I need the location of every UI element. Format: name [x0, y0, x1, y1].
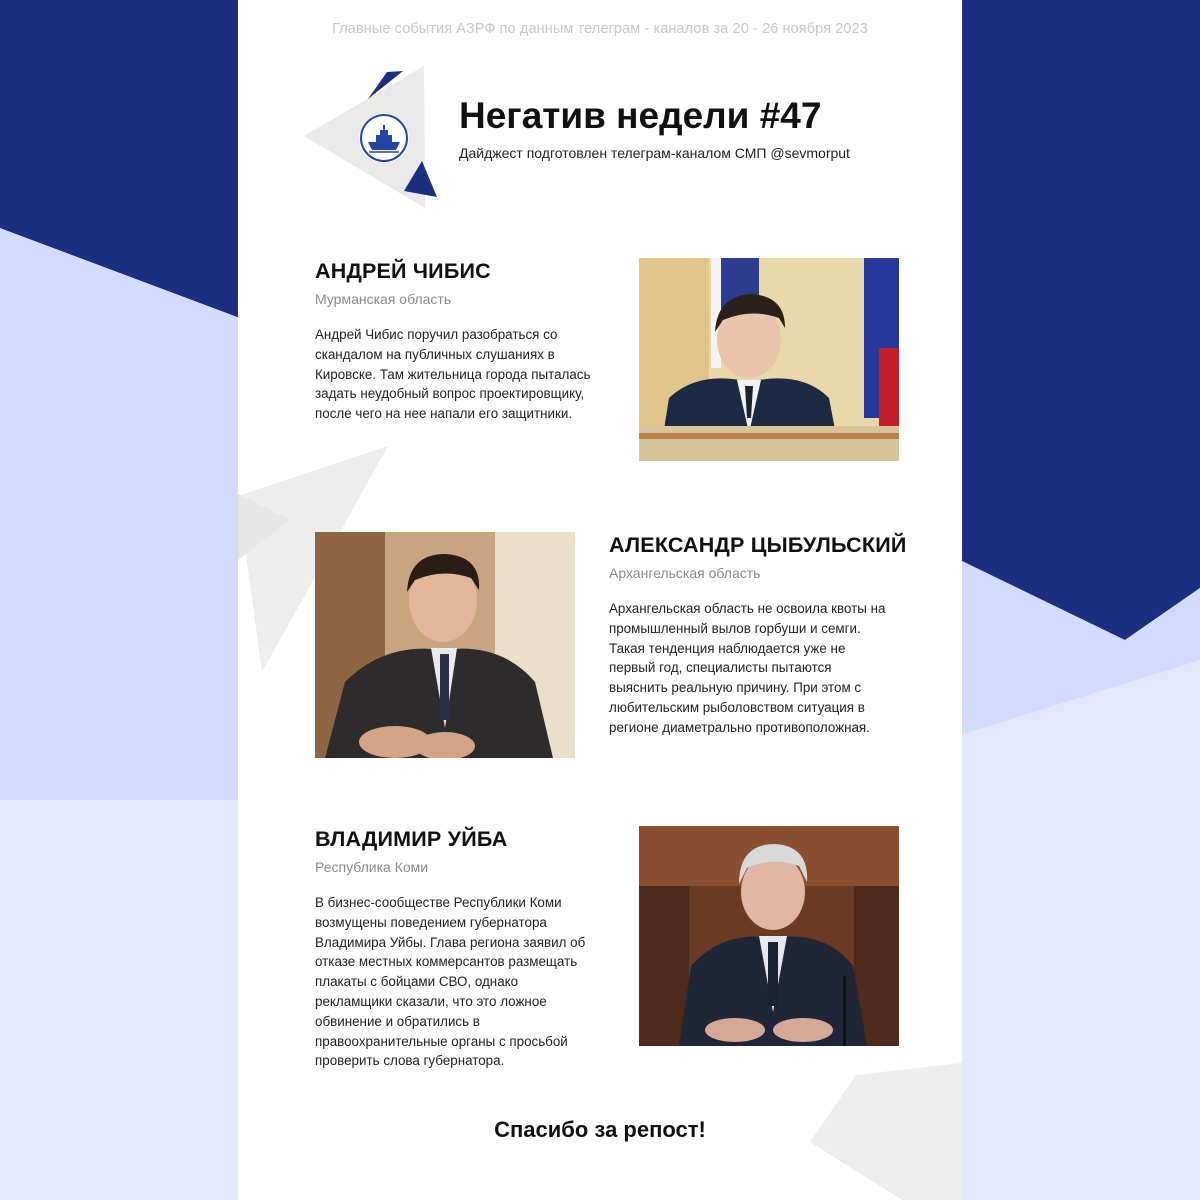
- person-description-1: Андрей Чибис поручил разобраться со скандалом на публичных слушаниях в Кировске. Там жительница города пыталась задать неудобный вопрос проектировщику, после чего на нее напали его защитники.: [315, 327, 591, 422]
- person-name-3: ВЛАДИМИР УЙБА: [315, 827, 508, 851]
- icebreaker-ship-icon: [359, 113, 409, 163]
- person-region-2: Архангельская область: [609, 565, 761, 581]
- page-subtitle: Дайджест подготовлен телеграм-каналом СМП @sevmorput: [459, 145, 850, 161]
- top-caption: Главные события АЗРФ по данным телеграм - каналов за 20 - 26 ноября 2023: [332, 21, 868, 37]
- person-name-1: АНДРЕЙ ЧИБИС: [315, 259, 491, 283]
- person-photo-2: [315, 532, 575, 758]
- person-name-2: АЛЕКСАНДР ЦЫБУЛЬСКИЙ: [609, 533, 907, 557]
- digest-card: [238, 0, 962, 1200]
- person-description-2: Архангельская область не освоила квоты на промышленный вылов горбуши и семги. Такая тенденция наблюдается уже не первый год, специалисты пытаются выяснить реальную причину. При этом с любительским рыболовством ситуация в регионе диаметрально противоположная.: [609, 601, 886, 735]
- person-region-1: Мурманская область: [315, 291, 452, 307]
- person-photo-3: [639, 826, 899, 1046]
- thanks-for-repost: Спасибо за репост!: [494, 1117, 706, 1142]
- person-description-3: В бизнес-сообществе Республики Коми возмущены поведением губернатора Владимира Уйбы. Глава региона заявил об отказе местных коммерсантов размещать плакаты с бойцами СВО, однако рекламщики сказали, что это ложное обвинение и обратились в правоохранительные органы с просьбой проверить слова губернатора.: [315, 895, 586, 1069]
- person-photo-1: [639, 258, 899, 461]
- person-region-3: Республика Коми: [315, 859, 429, 875]
- page-title: Негатив недели #47: [459, 95, 822, 136]
